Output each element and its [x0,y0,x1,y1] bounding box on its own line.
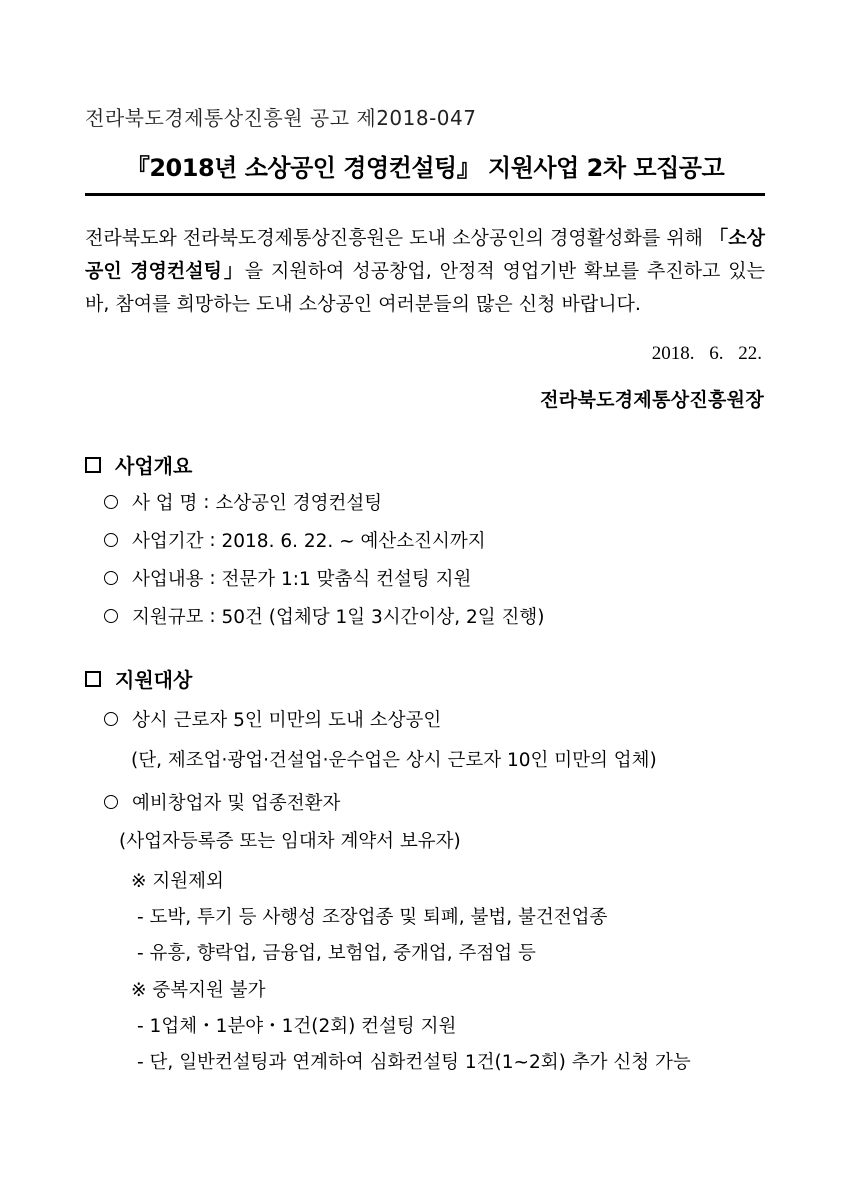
item-value: 소상공인 경영컨설팅 [215,493,383,514]
item-value: 50건 (업체당 1일 3시간이상, 2일 진행) [221,607,545,628]
intro-bold-program: 「소상공인 경영컨설팅」 [85,227,765,282]
item-value: 전문가 1:1 맞춤식 컨설팅 지원 [221,569,472,590]
duplicate-heading: ※ 중복지원 불가 [131,980,266,1001]
section-heading-eligibility [85,664,192,693]
eligibility-item-prestartup [104,789,340,815]
circle-bullet-icon [104,795,118,809]
item-label: 지원규모 [132,607,204,628]
section-heading-overview [85,450,192,479]
overview-item-content [104,565,471,591]
overview-item-name [104,489,382,515]
title-block [85,148,765,196]
intro-text-2: 을 지원하여 성공창업, 안정적 영업기반 확보를 추진하고 있는바, 참여를 희망하는 도내 소상공인 여러분들의 많은 신청 바랍니다. [85,260,766,315]
item-label: 사업기간 [132,531,204,552]
title-underline [85,193,765,196]
exclusion-line-2: - 유흥, 향락업, 금융업, 보험업, 중개업, 주점업 등 [137,943,536,964]
overview-item-scale [104,603,545,629]
section-title: 사업개요 [115,454,193,478]
page-title: 『2018년 소상공인 경영컨설팅』 지원사업 2차 모집공고 [125,154,725,182]
circle-bullet-icon [104,609,118,623]
item-text: 상시 근로자 5인 미만의 도내 소상공인 [132,710,442,731]
exclusion-heading: ※ 지원제외 [131,871,224,892]
eligibility-note-manufacturing: (단, 제조업·광업·건설업·운수업은 상시 근로자 10인 미만의 업체) [131,750,657,771]
issuer-name: 전라북도경제통상진흥원장 [540,389,764,411]
intro-paragraph [85,222,765,321]
item-separator: : [203,605,222,627]
item-separator: : [197,491,216,513]
item-separator: : [203,529,222,551]
item-separator: : [203,567,222,589]
circle-bullet-icon [104,533,118,547]
item-value: 2018. 6. 22. ~ 예산소진시까지 [221,531,486,552]
circle-bullet-icon [104,495,118,509]
eligibility-item-small-business [104,706,441,732]
section-title: 지원대상 [115,668,193,692]
duplicate-line-2: - 단, 일반컨설팅과 연계하여 심화컨설팅 1건(1~2회) 추가 신청 가능 [137,1052,691,1073]
item-label: 사 업 명 [132,493,198,514]
square-bullet-icon [85,671,101,687]
overview-item-period [104,527,486,553]
duplicate-line-1: - 1업체・1분야・1건(2회) 컨설팅 지원 [137,1016,457,1037]
item-label: 사업내용 [132,569,204,590]
circle-bullet-icon [104,571,118,585]
square-bullet-icon [85,457,101,473]
circle-bullet-icon [104,712,118,726]
intro-text-1: 전라북도와 전라북도경제통상진흥원은 도내 소상공인의 경영활성화를 위해 [85,227,710,249]
exclusion-line-1: - 도박, 투기 등 사행성 조장업종 및 퇴폐, 불법, 불건전업종 [137,907,608,928]
notice-date: 2018. 6. 22. [651,343,762,364]
item-text: 예비창업자 및 업종전환자 [132,793,341,814]
notice-number: 전라북도경제통상진흥원 공고 제2018-047 [85,106,477,130]
eligibility-note-registration: (사업자등록증 또는 임대차 계약서 보유자) [119,831,461,852]
